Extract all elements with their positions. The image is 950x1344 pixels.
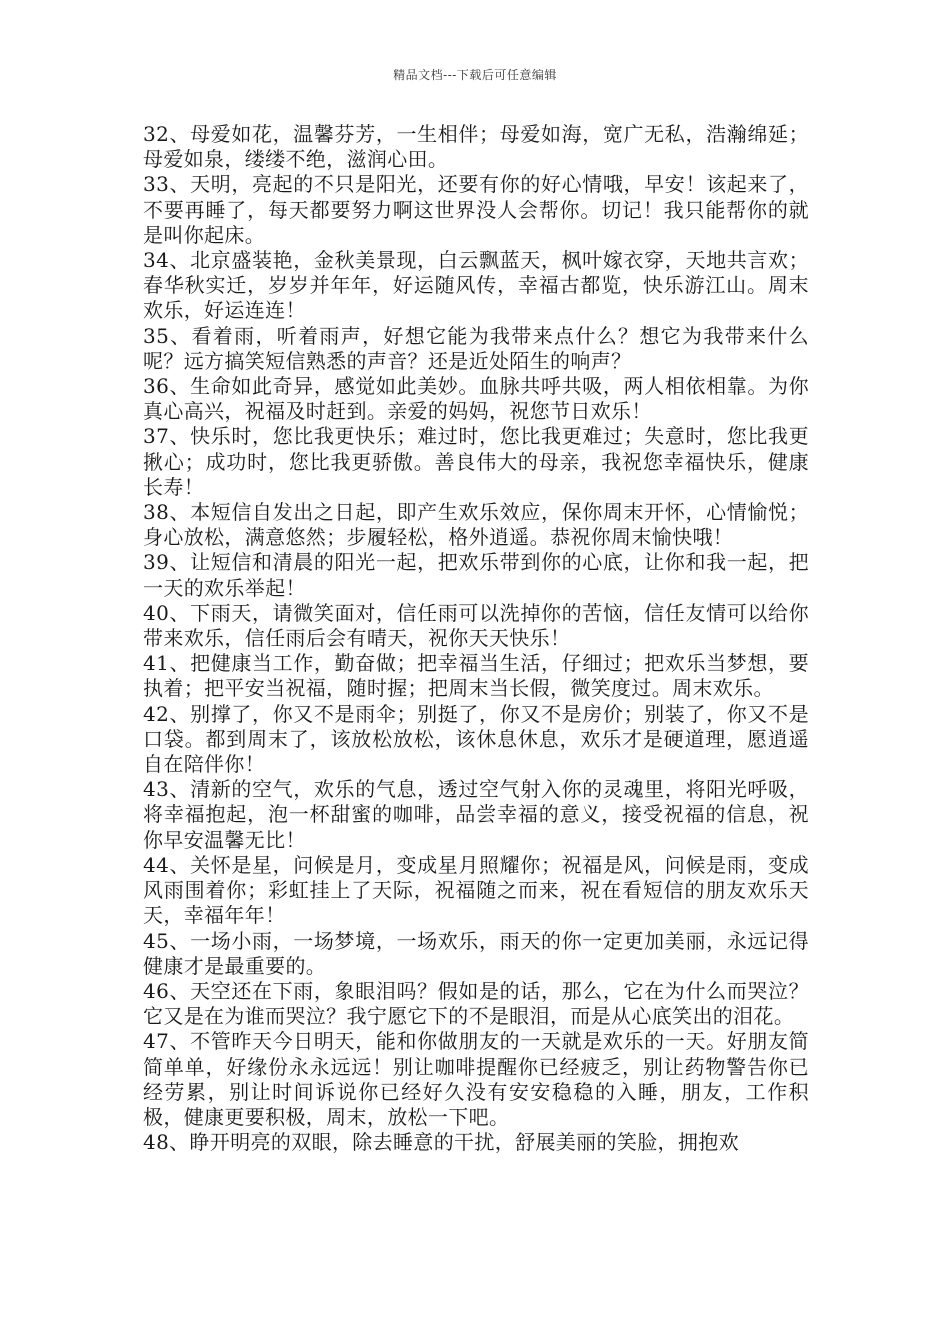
paragraph-43: 43、清新的空气，欢乐的气息，透过空气射入你的灵魂里，将阳光呼吸，将幸福抱起，泡一杯甜蜜的咖啡，品尝幸福的意义，接受祝福的信息，祝你早安温馨无比！ (143, 777, 809, 852)
paragraph-46: 46、天空还在下雨，象眼泪吗？假如是的话，那么，它在为什么而哭泣？它又是在为谁而哭泣？我宁愿它下的不是眼泪，而是从心底笑出的泪花。 (143, 978, 809, 1029)
paragraph-47: 47、不管昨天今日明天，能和你做朋友的一天就是欢乐的一天。好朋友简简单单，好缘份永永远远！别让咖啡提醒你已经疲乏，别让药物警告你已经劳累，别让时间诉说你已经好久没有安安稳稳的入睡，朋友，工作积极，健康更要积极，周末，放松一下吧。 (143, 1029, 809, 1129)
paragraph-38: 38、本短信自发出之日起，即产生欢乐效应，保你周末开怀，心情愉悦；身心放松，满意悠然；步履轻松，格外逍遥。恭祝你周末愉快哦！ (143, 500, 809, 550)
document-body (143, 122, 809, 1155)
paragraph-33: 33、天明，亮起的不只是阳光，还要有你的好心情哦，早安！该起来了，不要再睡了，每天都要努力啊这世界没人会帮你。切记！我只能帮你的就是叫你起床。 (143, 172, 809, 247)
paragraph-32: 32、母爱如花，温馨芬芳，一生相伴；母爱如海，宽广无私，浩瀚绵延；母爱如泉，缕缕不绝，滋润心田。 (143, 122, 809, 172)
paragraph-44: 44、关怀是星，问候是月，变成星月照耀你；祝福是风，问候是雨，变成风雨围着你；彩虹挂上了天际，祝福随之而来，祝在看短信的朋友欢乐天天，幸福年年！ (143, 852, 809, 928)
paragraph-40: 40、下雨天，请微笑面对，信任雨可以洗掉你的苦恼，信任友情可以给你带来欢乐，信任雨后会有晴天，祝你天天快乐！ (143, 600, 809, 651)
paragraph-48: 48、睁开明亮的双眼，除去睡意的干扰，舒展美丽的笑脸，拥抱欢 (143, 1130, 739, 1155)
paragraph-45: 45、一场小雨，一场梦境，一场欢乐，雨天的你一定更加美丽，永远记得健康才是最重要的。 (143, 928, 809, 978)
paragraph-42: 42、别撑了，你又不是雨伞；别挺了，你又不是房价；别装了，你又不是口袋。都到周末了，该放松放松，该休息休息，欢乐才是硬道理，愿逍遥自在陪伴你！ (143, 701, 809, 777)
paragraph-41: 41、把健康当工作，勤奋做；把幸福当生活，仔细过；把欢乐当梦想，要执着；把平安当祝福，随时握；把周末当长假，微笑度过。周末欢乐。 (143, 651, 809, 701)
paragraph-34: 34、北京盛装艳，金秋美景现，白云飘蓝天，枫叶嫁衣穿，天地共言欢；春华秋实迁，岁岁并年年，好运随风传，幸福古都览，快乐游江山。周末欢乐，好运连连！ (143, 248, 809, 323)
paragraph-36: 36、生命如此奇异，感觉如此美妙。血脉共呼共吸，两人相依相靠。为你真心高兴，祝福及时赶到。亲爱的妈妈，祝您节日欢乐！ (143, 374, 809, 424)
page-header: 精品文档---下载后可任意编辑 (393, 68, 557, 82)
paragraph-39: 39、让短信和清晨的阳光一起，把欢乐带到你的心底，让你和我一起，把一天的欢乐举起！ (143, 550, 809, 600)
paragraph-35: 35、看着雨，听着雨声，好想它能为我带来点什么？想它为我带来什么呢？远方搞笑短信熟悉的声音？还是近处陌生的响声？ (143, 323, 809, 373)
paragraph-37: 37、快乐时，您比我更快乐；难过时，您比我更难过；失意时，您比我更揪心；成功时，您比我更骄傲。善良伟大的母亲，我祝您幸福快乐，健康长寿！ (143, 424, 809, 499)
